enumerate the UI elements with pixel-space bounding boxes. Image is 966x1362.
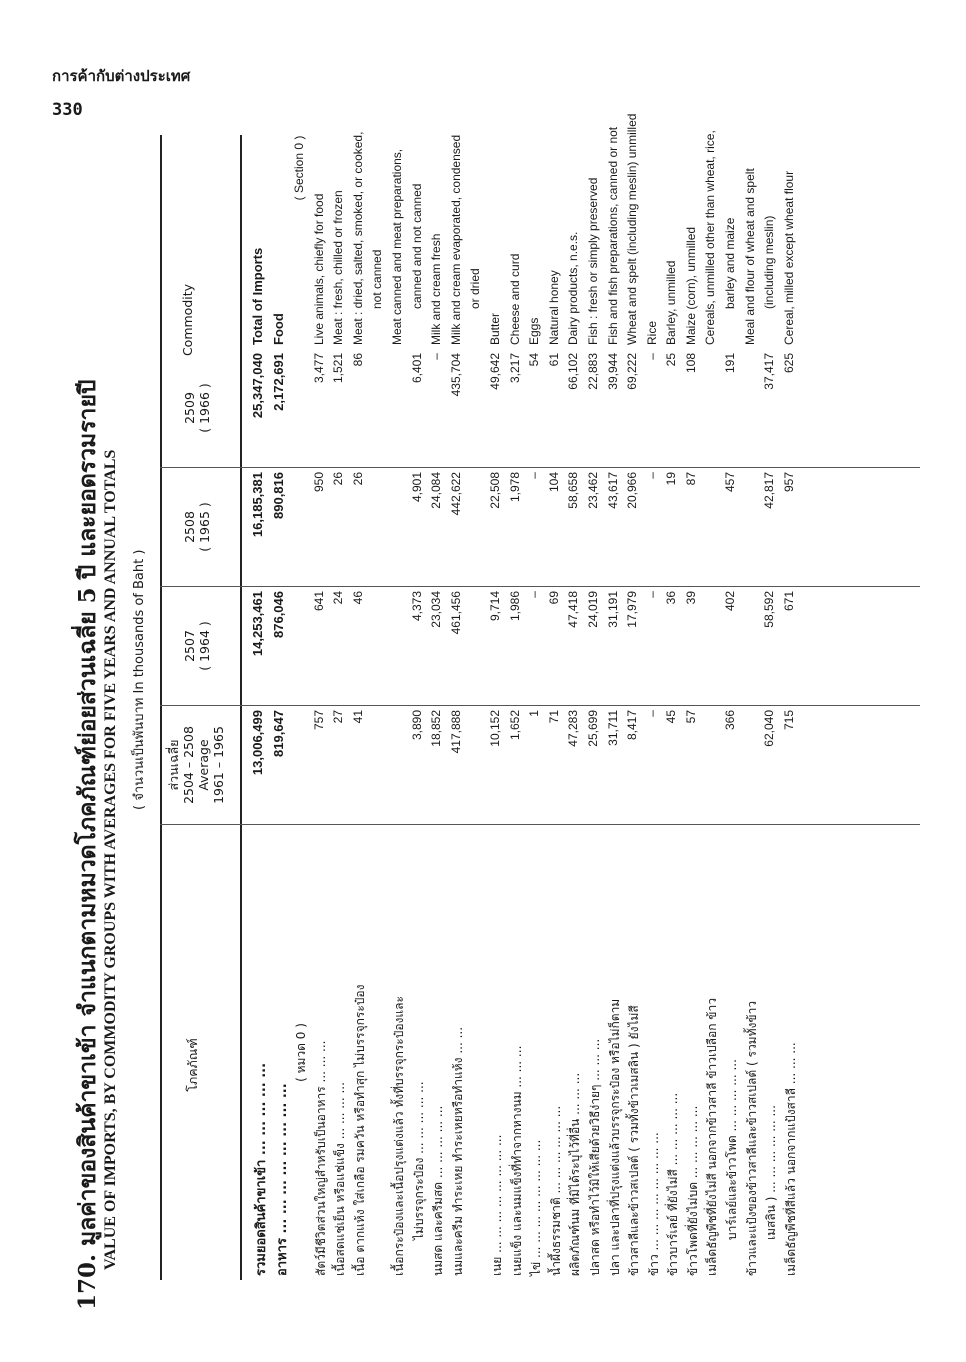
row-label-english: Live animals, chiefly for food xyxy=(311,193,326,345)
header-year-ad: ( 1966 ) xyxy=(197,383,212,433)
table-row xyxy=(429,0,449,1280)
cell-1966 xyxy=(743,349,763,468)
cell-1965: 4,901 xyxy=(409,472,424,503)
cell-1964: 24,019 xyxy=(585,591,600,628)
row-label-thai: ผลิตภัณฑ์นม ที่มิได้ระบุไว้ที่อื่น ... ... ... xyxy=(568,1072,583,1276)
table-row xyxy=(723,0,743,1280)
table-row xyxy=(468,0,488,1280)
header-commodity-thai: โภคภัณฑ์ xyxy=(185,1038,200,1092)
cell-1964: 402 xyxy=(723,591,738,612)
cell-1965 xyxy=(743,468,763,587)
cell-1965 xyxy=(370,468,390,587)
cell-1966 xyxy=(703,349,723,468)
row-label-thai: อาหาร ... ... ... ... ... ... ... ... xyxy=(275,1083,290,1276)
table-row xyxy=(684,0,704,1280)
table-row xyxy=(743,0,763,1280)
cell-1965: 457 xyxy=(723,472,738,493)
row-label-thai: ข้าวสาลีและข้าวสเปลต์ ( รวมทั้งข้าวเมสลิน ) ยังไม่สี xyxy=(627,1005,642,1276)
row-label-thai: เนยแข็ง และนมแข็งที่ทำจากหางนม ... ... ... xyxy=(509,1045,524,1276)
table-row xyxy=(645,0,665,1280)
header-year-ad: ( 1964 ) xyxy=(197,621,212,671)
cell-average: 45 xyxy=(664,710,679,724)
row-label-thai: รวมยอดสินค้าขาเข้า ... ... ... ... ... xyxy=(254,1062,269,1276)
row-label-thai: เนื้อกระป๋องและเนื้อปรุงแต่งแล้ว ทั้งที่บรรจุกระป๋องและ xyxy=(391,996,406,1276)
cell-1964: 39 xyxy=(683,591,698,605)
cell-1966: – xyxy=(644,353,659,360)
cell-average: 71 xyxy=(546,710,561,724)
cell-1966: 2,172,691 xyxy=(271,353,286,411)
cell-1966: 49,642 xyxy=(487,353,502,390)
cell-1965 xyxy=(703,468,723,587)
table-row xyxy=(312,0,332,1280)
cell-average: 366 xyxy=(723,710,738,731)
cell-average: 62,040 xyxy=(762,710,777,747)
cell-1966 xyxy=(468,349,488,468)
cell-1964: – xyxy=(644,591,659,598)
page-number: 330 xyxy=(52,100,83,120)
cell-1965: 950 xyxy=(311,472,326,493)
cell-1964: 876,046 xyxy=(271,591,286,638)
row-label-thai: ไม่บรรจุกระป๋อง ... ... ... ... ... xyxy=(411,1081,426,1240)
table-row xyxy=(625,0,645,1280)
cell-1964: 641 xyxy=(311,591,326,612)
imports-table xyxy=(250,0,801,1280)
cell-1966: 6,401 xyxy=(409,353,424,384)
header-rule xyxy=(240,135,242,1280)
cell-1965: 42,817 xyxy=(762,472,777,509)
cell-1964 xyxy=(292,587,312,706)
cell-average: 41 xyxy=(350,710,365,724)
row-label-english: (including meslin) xyxy=(762,215,777,309)
header-average-years: 2504 – 2508 xyxy=(181,726,196,804)
cell-average: 3,890 xyxy=(409,710,424,741)
cell-average: 25,699 xyxy=(585,710,600,747)
row-label-thai: ข้าวโพดที่ยังไม่บด ... ... ... ... ... xyxy=(685,1105,700,1276)
cell-average: 31,711 xyxy=(605,710,620,746)
cell-1964: 36 xyxy=(664,591,679,605)
cell-1965: 58,658 xyxy=(566,472,581,509)
cell-1965: 1,978 xyxy=(507,472,522,503)
header-year-be: 2509 xyxy=(182,392,197,424)
cell-1966: 108 xyxy=(683,353,698,374)
units-note: ( จำนวนเป็นพันบาท In thousands of Baht ) xyxy=(132,549,147,810)
row-label-thai: ข้าวบาร์เลย์ ที่ยังไม่สี ... ... ... ... ... xyxy=(666,1092,681,1276)
row-label-thai: ( หมวด 0 ) xyxy=(294,1023,308,1082)
cell-1965 xyxy=(468,468,488,587)
header-year-be: 2508 xyxy=(182,511,197,543)
row-label-english: Cereal, milled except wheat flour xyxy=(781,170,796,345)
row-label-english: Milk and cream evaporated, condensed xyxy=(448,134,463,345)
header-average-label: Average xyxy=(196,739,211,791)
row-label-english: Meat : fresh, chilled or frozen xyxy=(331,190,346,345)
table-row xyxy=(351,0,371,1280)
cell-average xyxy=(370,706,390,825)
row-label-english: Cheese and curd xyxy=(507,253,522,345)
row-label-thai: น้ำผึ้งธรรมชาติ ... ... ... ... ... ... xyxy=(548,1105,563,1276)
row-label-english: Meal and flour of wheat and spelt xyxy=(742,168,757,345)
cell-1966: 3,477 xyxy=(311,353,326,384)
cell-1966: 37,417 xyxy=(762,353,777,390)
cell-1965: 957 xyxy=(781,472,796,493)
row-label-english: Barley, unmilled xyxy=(664,260,679,345)
row-label-english: Rice xyxy=(644,320,659,345)
cell-1964 xyxy=(743,587,763,706)
table-row xyxy=(271,0,292,1280)
cell-1964: 24 xyxy=(331,591,346,605)
table-title-thai: 170. มูลค่าของสินค้าขาเข้า จำแนกตามหมวดโภคภัณฑ์ย่อยส่วนเฉลี่ย 5 ปี และยอดรวมรายปี xyxy=(74,379,101,1310)
cell-1964: 671 xyxy=(781,591,796,612)
cell-average: 8,417 xyxy=(625,710,640,741)
cell-1966: 625 xyxy=(781,353,796,374)
cell-1965 xyxy=(390,468,410,587)
cell-1964: 17,979 xyxy=(625,591,640,628)
cell-1966: – xyxy=(429,353,444,360)
cell-1964: 46 xyxy=(350,591,365,605)
cell-average: 47,283 xyxy=(566,710,581,747)
cell-1966 xyxy=(292,349,312,468)
cell-1965: 24,084 xyxy=(429,472,444,509)
row-label-thai: ข้าว ... ... ... ... ... ... ... ... xyxy=(646,1132,661,1276)
cell-1964 xyxy=(703,587,723,706)
row-label-thai: เมล็ดธัญพืชที่สีแล้ว นอกจากแป้งสาลี ... ... ... xyxy=(783,1042,798,1276)
rotated-table-sheet xyxy=(70,113,930,1310)
row-label-thai: ปลา และปลาที่ปรุงแต่งแล้วบรรจุกระป๋อง หรือไม่ก็ตาม xyxy=(607,998,622,1276)
cell-1966 xyxy=(370,349,390,468)
table-row xyxy=(547,0,567,1280)
row-label-english: canned and not canned xyxy=(409,183,424,309)
row-label-english: ( Section 0 ) xyxy=(292,135,306,201)
cell-1964: 14,253,461 xyxy=(250,591,265,657)
cell-1964: – xyxy=(527,591,542,598)
table-row xyxy=(762,0,782,1280)
row-label-english: Cereals, unmilled other than wheat, rice, xyxy=(703,130,718,345)
table-row xyxy=(331,0,351,1280)
header-year-ad: ( 1965 ) xyxy=(197,502,212,552)
cell-average xyxy=(743,706,763,825)
cell-1965: 87 xyxy=(683,472,698,486)
cell-1965: 26 xyxy=(331,472,346,486)
table-row xyxy=(449,0,469,1280)
row-label-english: Dairy products, n.e.s. xyxy=(566,231,581,345)
cell-1966: 39,944 xyxy=(605,353,620,390)
cell-average: 27 xyxy=(331,710,346,724)
row-label-thai: เนื้อสดแช่เย็น หรือแช่แข็ง ... ... ... ... xyxy=(333,1082,348,1276)
cell-1964: 23,034 xyxy=(429,591,444,628)
header-average-ad: 1961 – 1965 xyxy=(211,726,226,804)
row-label-english: Maize (corn), unmilled xyxy=(683,226,698,345)
row-label-english: Wheat and spelt (including meslin) unmilled xyxy=(625,113,640,345)
row-label-english: Meat : dried, salted, smoked, or cooked, xyxy=(350,131,365,345)
row-label-english: Total of Imports xyxy=(250,247,265,345)
row-label-english: or dried xyxy=(468,268,483,309)
cell-1965: 442,622 xyxy=(448,472,463,516)
header-1964 xyxy=(182,586,212,706)
cell-average: 1,652 xyxy=(507,710,522,741)
table-row xyxy=(782,0,802,1280)
cell-1966 xyxy=(390,349,410,468)
table-row xyxy=(586,0,606,1280)
cell-1965: – xyxy=(527,472,542,479)
cell-1966: 25 xyxy=(664,353,679,367)
row-label-thai: บาร์เลย์และข้าวโพด ... ... ... ... ... xyxy=(725,1059,740,1240)
cell-average xyxy=(703,706,723,825)
cell-1965: 20,966 xyxy=(625,472,640,509)
cell-average xyxy=(292,706,312,825)
cell-1965: – xyxy=(644,472,659,479)
row-label-english: Eggs xyxy=(527,317,542,345)
cell-1965: 19 xyxy=(664,472,679,486)
cell-1964: 4,373 xyxy=(409,591,424,622)
header-commodity-english: Commodity xyxy=(180,283,195,357)
cell-1965: 16,185,381 xyxy=(250,472,265,538)
cell-1966: 25,347,040 xyxy=(250,353,265,419)
table-row xyxy=(370,0,390,1280)
cell-1964: 31,191 xyxy=(605,591,620,628)
table-row xyxy=(606,0,626,1280)
cell-average: 715 xyxy=(781,710,796,731)
cell-1966: 54 xyxy=(527,353,542,367)
cell-1966: 69,222 xyxy=(625,353,640,390)
cell-1965 xyxy=(292,468,312,587)
row-label-english: not canned xyxy=(370,249,385,309)
row-label-english: Fish : fresh or simply preserved xyxy=(585,177,600,345)
row-label-thai: เมล็ดธัญพืชที่ยังไม่สี นอกจากข้าวสาลี ข้าวเปลือก ข้าว xyxy=(705,998,720,1276)
cell-average: 417,888 xyxy=(448,710,463,754)
cell-1966: 86 xyxy=(350,353,365,367)
table-row xyxy=(508,0,528,1280)
table-row xyxy=(390,0,410,1280)
cell-average: 1 xyxy=(527,710,542,717)
table-row xyxy=(292,0,312,1280)
row-label-thai: เนย ... ... ... ... ... ... ... ... xyxy=(489,1134,504,1276)
row-label-thai: ปลาสด หรือทำไว้มิให้เสียด้วยวิธีง่ายๆ ... ... ... xyxy=(587,1038,602,1276)
top-rule xyxy=(160,135,162,1280)
cell-average: 18,852 xyxy=(429,710,444,747)
row-label-english: Food xyxy=(271,313,286,345)
cell-1964: 1,986 xyxy=(507,591,522,622)
header-year-be: 2507 xyxy=(182,630,197,662)
cell-1966: 61 xyxy=(546,353,561,367)
cell-1964 xyxy=(390,587,410,706)
header-average-thai: ส่วนเฉลี่ย xyxy=(166,739,181,791)
cell-1966: 3,217 xyxy=(507,353,522,384)
cell-1964: 461,456 xyxy=(448,591,463,635)
table-row xyxy=(703,0,723,1280)
row-label-thai: เมสลิน ) ... ... ... ... ... ... xyxy=(764,1105,779,1240)
row-label-thai: ไข่ ... ... ... ... ... ... ... ... xyxy=(529,1139,544,1276)
row-label-english: Milk and cream fresh xyxy=(429,233,444,345)
cell-1965: 43,617 xyxy=(605,472,620,509)
cell-1966: 191 xyxy=(723,353,738,374)
table-row xyxy=(566,0,586,1280)
row-label-thai: เนื้อ ตากแห้ง ใส่เกลือ รมควัน หรือทำสุก ไม่บรรจุกระป๋อง xyxy=(352,984,367,1276)
cell-1966: 22,883 xyxy=(585,353,600,390)
row-label-thai xyxy=(370,825,390,1280)
cell-1964: 47,418 xyxy=(566,591,581,628)
cell-average: 57 xyxy=(683,710,698,724)
row-label-thai: นมและครีม ทำระเหย ทำระเหยหรือทำแห้ง ... ... xyxy=(450,1026,465,1276)
cell-1964 xyxy=(370,587,390,706)
cell-1964: 58,592 xyxy=(762,591,777,628)
row-label-thai: นมสด และครีมสด ... ... ... ... ... xyxy=(431,1105,446,1276)
cell-average xyxy=(390,706,410,825)
row-label-english: barley and maize xyxy=(723,217,738,309)
cell-1965: 26 xyxy=(350,472,365,486)
row-label-english: Natural honey xyxy=(546,270,561,345)
row-label-english: Fish and fish preparations, canned or not xyxy=(605,126,620,345)
table-title-english: VALUE OF IMPORTS, BY COMMODITY GROUPS WITH AVERAGES FOR FIVE YEARS AND ANNUAL TOTALS xyxy=(102,449,119,1270)
cell-1964 xyxy=(468,587,488,706)
cell-average: 757 xyxy=(311,710,326,731)
cell-1964: 9,714 xyxy=(487,591,502,622)
cell-1965: 890,816 xyxy=(271,472,286,519)
cell-1964: 69 xyxy=(546,591,561,605)
table-row xyxy=(527,0,547,1280)
cell-average: 10,152 xyxy=(487,710,502,747)
table-row xyxy=(250,0,271,1280)
running-head: การค้ากับต่างประเทศ xyxy=(52,67,191,85)
cell-1966: 435,704 xyxy=(448,353,463,397)
header-average xyxy=(166,705,226,825)
table-row xyxy=(488,0,508,1280)
cell-average: 13,006,499 xyxy=(250,710,265,776)
cell-1965: 23,462 xyxy=(585,472,600,509)
row-label-thai: สัตว์มีชีวิตส่วนใหญ่สำหรับเป็นอาหาร ... ... ... xyxy=(313,1040,328,1276)
cell-1965: 104 xyxy=(546,472,561,493)
cell-1965: 22,508 xyxy=(487,472,502,509)
table-row xyxy=(664,0,684,1280)
cell-average xyxy=(468,706,488,825)
cell-average: – xyxy=(644,710,659,717)
row-label-english: Meat canned and meat preparations, xyxy=(389,148,404,345)
row-label-english: Butter xyxy=(487,312,502,345)
cell-1966: 66,102 xyxy=(566,353,581,390)
row-label-thai: ข้าวและแป้งของข้าวสาลีและข้าวสเปลต์ ( รวมทั้งข้าว xyxy=(744,1000,759,1276)
table-row xyxy=(410,0,430,1280)
row-label-thai xyxy=(468,825,488,1280)
cell-average: 819,647 xyxy=(271,710,286,757)
cell-1966: 1,521 xyxy=(331,353,346,384)
